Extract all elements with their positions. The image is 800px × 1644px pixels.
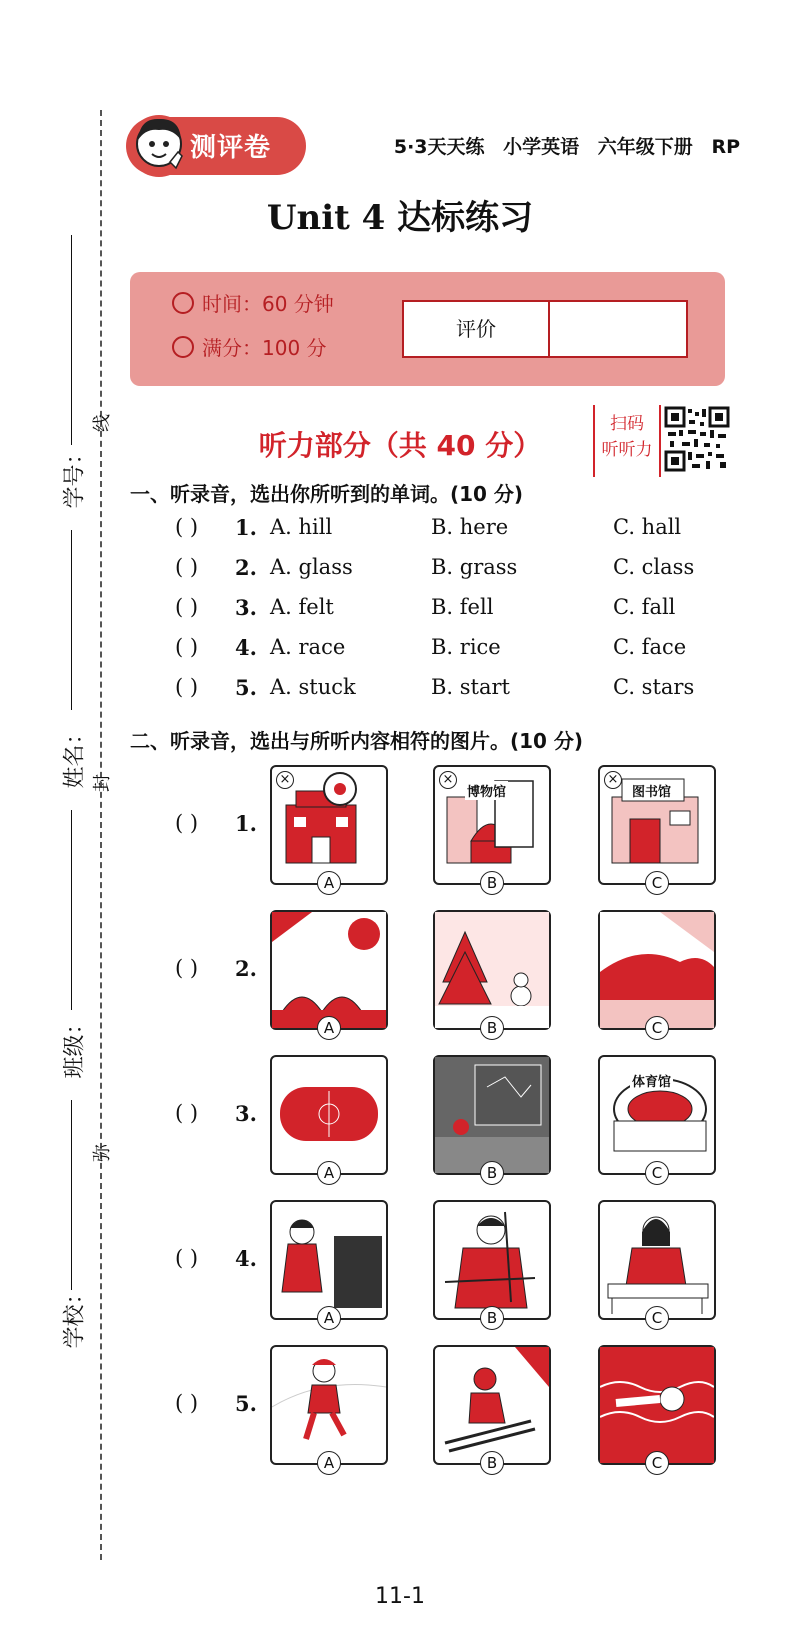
option-b: B. start	[431, 675, 510, 699]
scan-line-2: 听听力	[601, 440, 653, 460]
building-sign: 体育馆	[630, 1071, 673, 1090]
page-number: 11-1	[375, 1584, 425, 1609]
football-field-icon	[272, 1057, 386, 1173]
word-question-3	[175, 595, 735, 625]
option-a: A. hill	[270, 515, 333, 539]
picture-question-1	[0, 765, 800, 890]
series-name: 5·3天天练	[393, 136, 485, 158]
word-question-1	[175, 515, 735, 545]
answer-blank[interactable]: ( )	[175, 635, 199, 659]
scan-code-tag	[593, 405, 661, 477]
page-title: Unit 4 达标练习	[266, 198, 534, 238]
option-a: A. race	[270, 635, 346, 659]
option-letter: B	[480, 1161, 504, 1185]
option-c: C. hall	[613, 515, 682, 539]
option-letter: B	[480, 1016, 504, 1040]
word-question-4	[175, 635, 735, 665]
subject-name: 小学英语	[503, 136, 580, 158]
boy-swimming-icon	[600, 1347, 714, 1463]
option-picture-a[interactable]	[270, 1055, 388, 1182]
evaluation-label: 评价	[404, 302, 550, 356]
girl-playing-guzheng-icon	[600, 1202, 714, 1318]
answer-blank[interactable]: ( )	[175, 956, 199, 980]
option-letter: C	[645, 1451, 669, 1475]
science-lab-icon	[435, 1057, 549, 1173]
scan-line-1: 扫码	[610, 414, 644, 434]
question-number: 5.	[235, 1391, 257, 1416]
autumn-scene-icon	[600, 912, 714, 1028]
option-picture-b[interactable]	[433, 1055, 551, 1182]
option-a: A. felt	[270, 595, 334, 619]
question-number: 5.	[235, 675, 257, 700]
option-picture-b[interactable]	[433, 910, 551, 1037]
option-letter: C	[645, 1306, 669, 1330]
seal-mark-seal: 封	[92, 774, 113, 792]
option-letter: A	[317, 1016, 341, 1040]
option-c: C. fall	[613, 595, 676, 619]
answer-blank[interactable]: ( )	[175, 1101, 199, 1125]
building-sign: 图书馆	[630, 781, 673, 800]
header-series	[394, 132, 740, 159]
option-letter: C	[645, 871, 669, 895]
mascot-avatar-icon	[126, 110, 192, 180]
score-text: 满分：100 分	[202, 336, 327, 360]
option-letter: C	[645, 1016, 669, 1040]
question-number: 1.	[235, 811, 257, 836]
boy-skiing-icon	[435, 1347, 549, 1463]
option-a: A. stuck	[270, 675, 356, 699]
question-number: 3.	[235, 595, 257, 620]
seal-mark-seal2: 弥	[92, 1144, 113, 1162]
spring-scene-icon	[272, 912, 386, 1028]
qr-code-icon[interactable]	[664, 406, 730, 472]
option-picture-c[interactable]	[598, 765, 716, 892]
grade-name: 六年级下册	[597, 136, 693, 158]
option-letter: A	[317, 1161, 341, 1185]
building-sign: 博物馆	[465, 781, 508, 800]
option-letter: B	[480, 1451, 504, 1475]
clock-icon	[172, 292, 194, 314]
option-picture-c[interactable]	[598, 910, 716, 1037]
question-number: 1.	[235, 515, 257, 540]
option-picture-b[interactable]	[433, 1345, 551, 1472]
picture-question-3	[0, 1055, 800, 1180]
answer-blank[interactable]: ( )	[175, 1246, 199, 1270]
option-picture-c[interactable]	[598, 1345, 716, 1472]
listening-heading: 听力部分（共 40 分）	[258, 429, 542, 462]
option-c: C. class	[613, 555, 695, 579]
option-picture-b[interactable]	[433, 1200, 551, 1327]
option-b: B. fell	[431, 595, 494, 619]
option-c: C. face	[613, 635, 687, 659]
name-line	[71, 530, 72, 710]
option-picture-b[interactable]	[433, 765, 551, 892]
option-picture-a[interactable]	[270, 1200, 388, 1327]
student-no-label: 学号：	[62, 442, 88, 509]
answer-blank[interactable]: ( )	[175, 515, 199, 539]
girl-ice-skating-icon	[272, 1347, 386, 1463]
answer-blank[interactable]: ( )	[175, 811, 199, 835]
option-letter: B	[480, 1306, 504, 1330]
picture-question-5	[0, 1345, 800, 1470]
answer-blank[interactable]: ( )	[175, 675, 199, 699]
question-number: 4.	[235, 635, 257, 660]
time-text: 时间：60 分钟	[202, 292, 334, 316]
option-picture-a[interactable]	[270, 765, 388, 892]
option-b: B. here	[431, 515, 509, 539]
cross-mark-icon: ×	[604, 771, 622, 789]
option-c: C. stars	[613, 675, 695, 699]
score-row	[172, 332, 327, 361]
question-number: 4.	[235, 1246, 257, 1271]
badge-label: 测评卷	[190, 133, 272, 163]
option-a: A. glass	[270, 555, 353, 579]
option-b: B. grass	[431, 555, 518, 579]
option-b: B. rice	[431, 635, 501, 659]
option-letter: A	[317, 871, 341, 895]
section1-heading: 一、听录音，选出你所听到的单词。(10 分)	[130, 482, 524, 506]
word-question-2	[175, 555, 735, 585]
student-no-line	[71, 235, 72, 445]
boy-playing-erhu-icon	[435, 1202, 549, 1318]
answer-blank[interactable]: ( )	[175, 555, 199, 579]
option-letter: A	[317, 1451, 341, 1475]
option-letter: A	[317, 1306, 341, 1330]
winter-scene-icon	[435, 912, 549, 1028]
picture-question-4	[0, 1200, 800, 1325]
word-question-5	[175, 675, 735, 705]
edition-name: RP	[711, 136, 740, 158]
name-label: 姓名：	[62, 722, 88, 789]
picture-question-2	[0, 910, 800, 1035]
evaluation-box	[402, 300, 688, 358]
question-number: 3.	[235, 1101, 257, 1126]
seal-mark-line: 线	[92, 414, 113, 432]
option-picture-a[interactable]	[270, 910, 388, 1037]
girl-playing-piano-icon	[272, 1202, 386, 1318]
question-number: 2.	[235, 956, 257, 981]
school-label: 学校：	[62, 1282, 88, 1349]
time-row	[172, 288, 334, 317]
question-number: 2.	[235, 555, 257, 580]
check-icon	[172, 336, 194, 358]
option-picture-a[interactable]	[270, 1345, 388, 1472]
answer-blank[interactable]: ( )	[175, 595, 199, 619]
cross-mark-icon: ×	[439, 771, 457, 789]
option-picture-c[interactable]	[598, 1055, 716, 1182]
option-letter: B	[480, 871, 504, 895]
answer-blank[interactable]: ( )	[175, 1391, 199, 1415]
option-picture-c[interactable]	[598, 1200, 716, 1327]
cross-mark-icon: ×	[276, 771, 294, 789]
option-letter: C	[645, 1161, 669, 1185]
class-label: 班级：	[62, 1012, 88, 1079]
section2-heading: 二、听录音，选出与所听内容相符的图片。(10 分)	[130, 729, 584, 753]
